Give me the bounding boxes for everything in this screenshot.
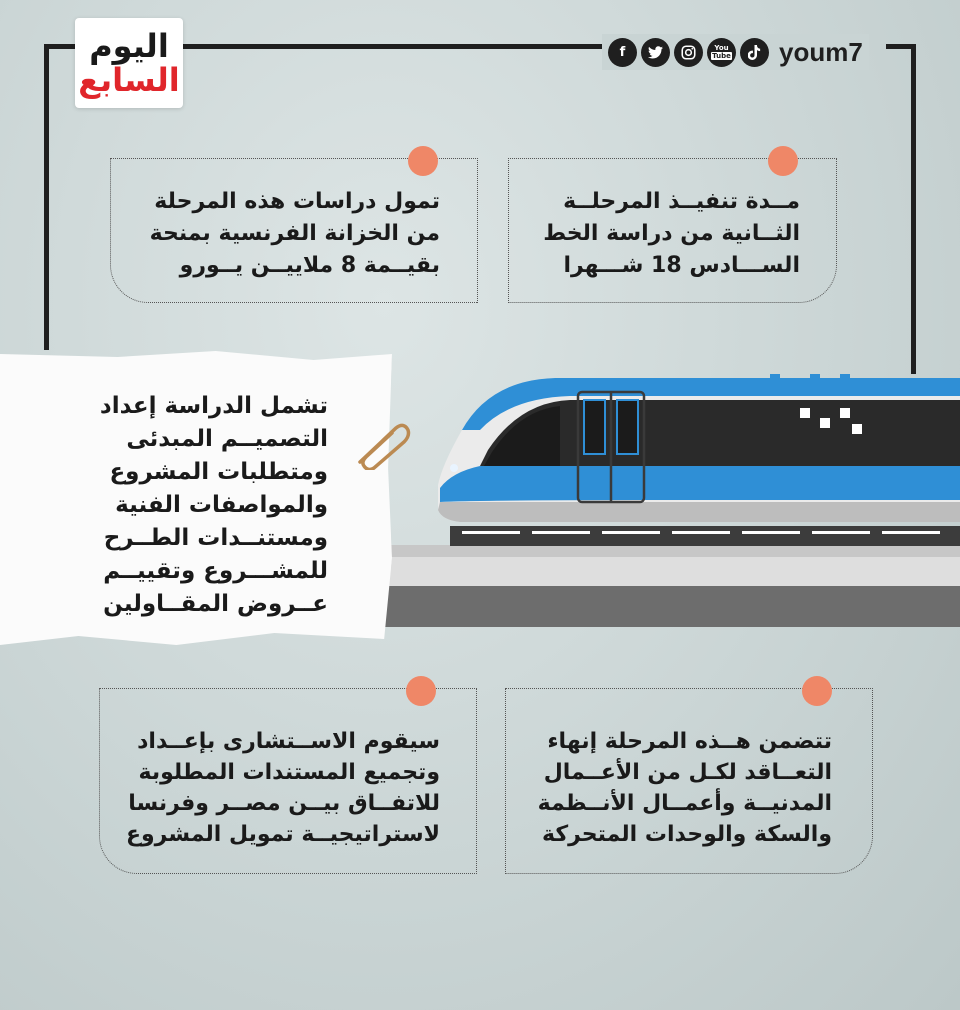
text-line: وتجميع المستندات المطلوبة <box>138 760 440 785</box>
text-line: التعــاقد لكـل من الأعــمال <box>543 760 832 785</box>
text-line: التصميــم المبدئى <box>126 426 328 452</box>
brand-logo <box>75 18 183 108</box>
middle-note-text <box>80 390 328 621</box>
frame-left <box>44 44 49 350</box>
accent-dot <box>768 146 798 176</box>
accent-dot <box>802 676 832 706</box>
brand-handle: youm7 <box>779 36 863 67</box>
text-line: لاستراتيجيــة تمويل المشروع <box>125 822 440 847</box>
instagram-icon[interactable] <box>674 38 703 67</box>
text-line: عــروض المقــاولين <box>103 591 328 617</box>
text-line: تشمل الدراسة إعداد <box>99 393 328 419</box>
paperclip-icon <box>352 418 412 470</box>
text-line: تتضمن هــذه المرحلة إنهاء <box>547 729 832 754</box>
accent-dot <box>406 676 436 706</box>
text-line: من الخزانة الفرنسية بمنحة <box>149 221 440 246</box>
text-line: للاتفــاق بيــن مصــر وفرنسا <box>128 791 440 816</box>
frame-top-middle <box>183 44 605 49</box>
text-line: ومستنــدات الطــرح <box>103 525 328 551</box>
text-line: تمول دراسات هذه المرحلة <box>154 189 440 214</box>
text-line: للمشـــروع وتقييــم <box>103 558 328 584</box>
text-line: مــدة تنفيــذ المرحلــة <box>563 189 800 214</box>
text-line: الســـادس 18 شـــهرا <box>563 253 800 278</box>
logo-line2: السابع <box>78 61 180 99</box>
card-bottom-left-text <box>110 726 440 850</box>
text-line: الثــانية من دراسة الخط <box>543 221 800 246</box>
train-illustration <box>380 360 960 630</box>
social-bar <box>602 34 869 70</box>
text-line: والسكة والوحدات المتحركة <box>541 822 832 847</box>
text-line: ومتطلبات المشروع <box>109 459 328 485</box>
frame-right <box>911 44 916 374</box>
tiktok-icon[interactable] <box>740 38 769 67</box>
text-line: بقيــمة 8 ملاييــن يــورو <box>179 253 440 278</box>
accent-dot <box>408 146 438 176</box>
text-line: والمواصفات الفنية <box>115 492 328 518</box>
card-bottom-right-text <box>520 726 832 850</box>
card-top-left-text <box>120 186 440 282</box>
text-line: المدنيــة وأعمــال الأنــظمة <box>537 791 832 816</box>
logo-line1: اليوم <box>89 27 169 65</box>
twitter-icon[interactable] <box>641 38 670 67</box>
youtube-icon[interactable]: You Tube <box>707 38 736 67</box>
card-top-right-text <box>520 186 800 282</box>
facebook-icon[interactable]: f <box>608 38 637 67</box>
text-line: سيقوم الاســتشارى بإعــداد <box>137 729 440 754</box>
